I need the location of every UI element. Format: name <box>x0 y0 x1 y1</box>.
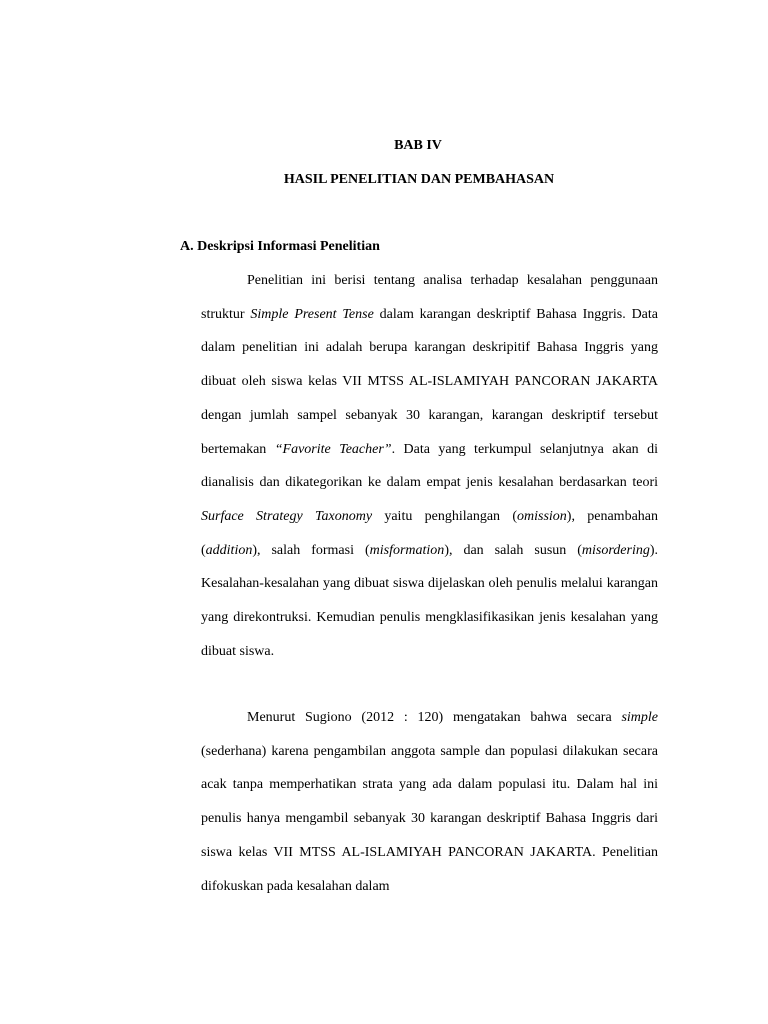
text-run: Penelitian ini berisi tentang analisa terhadap kesalahan penggunaan struktur <box>201 273 658 322</box>
chapter-label: BAB IV <box>394 138 442 153</box>
paragraph-1 <box>201 264 658 668</box>
text-run: ), penambahan ( <box>201 508 658 558</box>
text-run-italic: Simple Present Tense <box>250 306 374 322</box>
text-run-italic: omission <box>517 508 567 524</box>
text-run-italic: simple <box>621 710 658 725</box>
text-run: (sederhana) karena pengambilan anggota sample dan populasi dilakukan secara acak tanpa memperhatikan strata yang ada dalam populasi itu. Dalam hal ini penulis hanya mengambil sebanyak 30 karangan deskriptif Bahasa Inggris dari siswa kelas VII MTSS AL-ISLAMIYAH PANCORAN JAKARTA. Penelitian difokuskan pada kesalahan dalam <box>201 743 658 894</box>
text-run: yaitu penghilangan ( <box>372 508 517 524</box>
text-run-italic: misordering <box>581 542 650 558</box>
text-run-italic: misformation <box>369 542 445 558</box>
text-run: ). Kesalahan-kesalahan yang dibuat siswa dijelaskan oleh penulis melalui karangan yang direkontruksi. Kemudian penulis mengklasifikasikan jenis kesalahan yang dibuat siswa. <box>201 542 659 659</box>
paragraph-2 <box>201 701 658 903</box>
text-run-italic: Surface Strategy Taxonomy <box>201 508 373 524</box>
text-run: ), salah formasi ( <box>252 542 370 558</box>
chapter-title: HASIL PENELITIAN DAN PEMBAHASAN <box>283 172 555 187</box>
text-run: ), dan salah susun ( <box>444 542 582 558</box>
text-run-italic: “Favorite Teacher” <box>274 441 392 457</box>
text-run: . Data yang terkumpul selanjutnya akan di dianalisis dan dikategorikan ke dalam empat jenis kesalahan berdasarkan teori <box>201 441 659 491</box>
section-heading: A. Deskripsi Informasi Penelitian <box>180 239 380 254</box>
text-run: Menurut Sugiono (2012 : 120) mengatakan bahwa secara <box>247 710 622 725</box>
text-run: dalam karangan deskriptif Bahasa Inggris. Data dalam penelitian ini adalah berupa karangan deskripitif Bahasa Inggris yang dibuat oleh siswa kelas VII MTSS AL-ISLAMIYAH PANCORAN JAKARTA dengan jumlah sampel sebanyak 30 karangan, karangan deskriptif tersebut bertemakan <box>201 306 658 457</box>
text-run-italic: addition <box>205 542 253 558</box>
